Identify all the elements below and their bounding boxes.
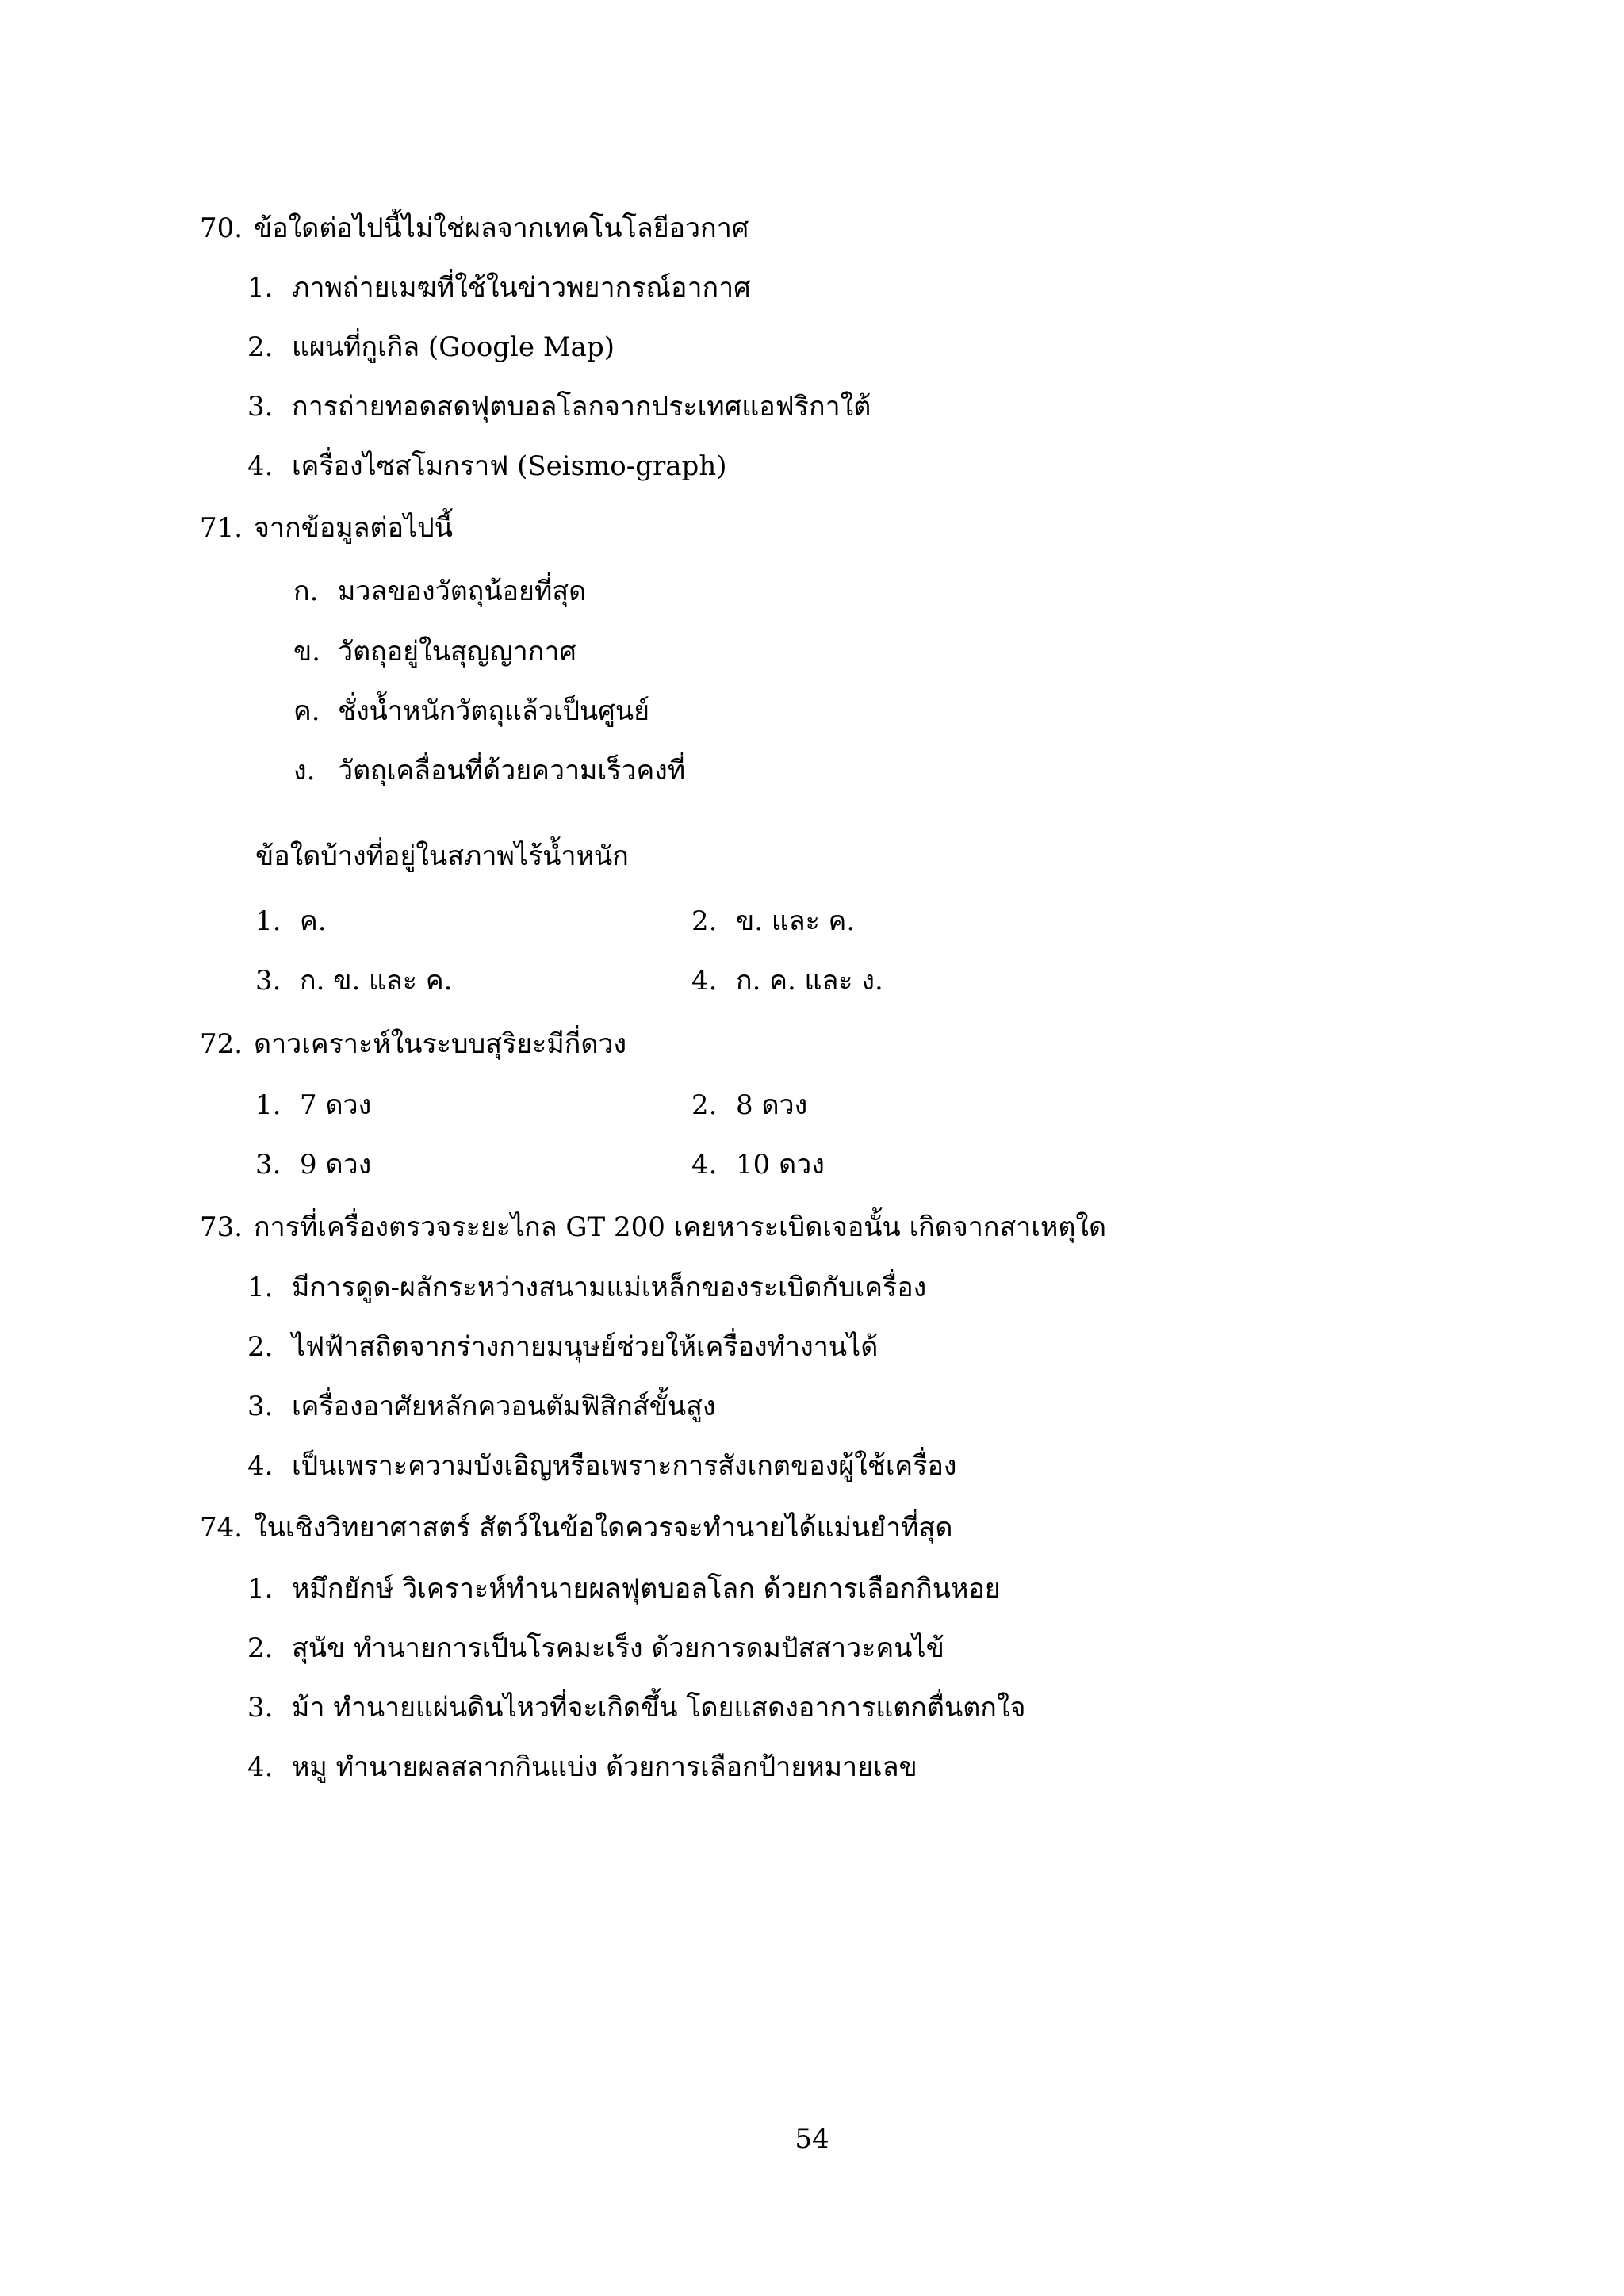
- option-number: 3.: [247, 1391, 274, 1422]
- option-text: ก. ค. และ ง.: [736, 965, 883, 997]
- option-text: เป็นเพราะความบังเอิญหรือเพราะการสังเกตของผู้ใช้เครื่อง: [292, 1450, 957, 1482]
- option-number: 3.: [247, 1692, 274, 1724]
- option-74-3: [247, 1690, 1025, 1725]
- option-text: ข. และ ค.: [736, 905, 856, 937]
- statement-number: ค.: [293, 695, 320, 727]
- option-text: ไฟฟ้าสถิตจากร่างกายมนุษย์ช่วยให้เครื่องทำงานได้: [292, 1331, 879, 1363]
- option-number: 3.: [247, 391, 274, 423]
- question-text: ดาวเคราะห์ในระบบสุริยะมีกี่ดวง: [254, 1028, 627, 1060]
- option-number: 1.: [255, 1089, 282, 1121]
- question-number: 71.: [200, 512, 243, 544]
- option-71-4: [691, 963, 883, 998]
- option-text: ก. ข. และ ค.: [300, 965, 453, 997]
- statement-text: มวลของวัตถุน้อยที่สุด: [338, 576, 587, 607]
- option-text: หมึกยักษ์ วิเคราะห์ทำนายผลฟุตบอลโลก ด้วยการเลือกกินหอย: [292, 1573, 1001, 1605]
- statement-number: ข.: [293, 636, 321, 668]
- option-number: 4.: [247, 450, 274, 482]
- option-number: 1.: [247, 1272, 274, 1303]
- option-text: สุนัข ทำนายการเป็นโรคมะเร็ง ด้วยการดมปัสสาวะคนไข้: [292, 1632, 944, 1664]
- option-text: เครื่องไซสโมกราฟ (Seismo-graph): [292, 450, 727, 482]
- option-text: ค.: [300, 905, 327, 937]
- option-74-1: [247, 1571, 1001, 1606]
- question-72: [200, 1027, 626, 1062]
- option-72-1: [255, 1088, 371, 1123]
- question-number: 70.: [200, 212, 243, 244]
- option-number: 1.: [255, 905, 282, 937]
- option-number: 2.: [691, 1089, 718, 1121]
- option-text: มีการดูด-ผลักระหว่างสนามแม่เหล็กของระเบิดกับเครื่อง: [292, 1272, 927, 1303]
- question-71: [200, 511, 453, 545]
- option-text: แผนที่กูเกิล (Google Map): [292, 331, 615, 363]
- option-73-2: [247, 1330, 878, 1364]
- statement-text: วัตถุเคลื่อนที่ด้วยความเร็วคงที่: [338, 755, 686, 786]
- option-number: 1.: [247, 1573, 274, 1605]
- statement-number: ก.: [293, 576, 319, 607]
- question-number: 74.: [200, 1512, 243, 1544]
- option-number: 3.: [255, 965, 282, 997]
- option-70-1: [247, 270, 751, 305]
- option-70-2: [247, 330, 615, 365]
- option-74-2: [247, 1631, 944, 1666]
- option-73-4: [247, 1448, 956, 1483]
- option-70-3: [247, 389, 871, 424]
- question-number: 72.: [200, 1028, 243, 1060]
- option-text: การถ่ายทอดสดฟุตบอลโลกจากประเทศแอฟริกาใต้: [292, 391, 871, 423]
- question-number: 73.: [200, 1211, 243, 1243]
- option-text: หมู ทำนายผลสลากกินแบ่ง ด้วยการเลือกป้ายหมายเลข: [292, 1751, 917, 1783]
- option-text: ภาพถ่ายเมฆที่ใช้ในข่าวพยากรณ์อากาศ: [292, 272, 751, 304]
- statement-text: ชั่งน้ำหนักวัตถุแล้วเป็นศูนย์: [338, 695, 650, 727]
- option-number: 2.: [247, 1331, 274, 1363]
- option-72-4: [691, 1147, 825, 1182]
- option-number: 4.: [247, 1450, 274, 1482]
- question-text: ในเชิงวิทยาศาสตร์ สัตว์ในข้อใดควรจะทำนายได้แม่นยำที่สุด: [254, 1512, 953, 1544]
- option-70-4: [247, 449, 726, 484]
- option-number: 1.: [247, 272, 274, 304]
- option-71-3: [255, 963, 452, 998]
- option-number: 3.: [255, 1149, 282, 1181]
- option-number: 4.: [691, 965, 718, 997]
- option-71-2: [691, 904, 855, 939]
- option-text: 10 ดวง: [736, 1149, 825, 1181]
- question-text: จากข้อมูลต่อไปนี้: [254, 512, 453, 544]
- option-73-3: [247, 1389, 716, 1424]
- statement-71-a: [293, 574, 586, 609]
- option-text: ม้า ทำนายแผ่นดินไหวที่จะเกิดขึ้น โดยแสดงอาการแตกตื่นตกใจ: [292, 1692, 1026, 1724]
- option-74-4: [247, 1750, 917, 1785]
- question-73: [200, 1210, 1106, 1245]
- option-number: 4.: [691, 1149, 718, 1181]
- option-number: 2.: [247, 1632, 274, 1664]
- page-number: 54: [795, 2123, 829, 2155]
- option-number: 2.: [247, 331, 274, 363]
- option-71-1: [255, 904, 327, 939]
- question-text: การที่เครื่องตรวจระยะไกล GT 200 เคยหาระเบิดเจอนั้น เกิดจากสาเหตุใด: [254, 1211, 1107, 1243]
- option-72-3: [255, 1147, 371, 1182]
- statement-71-d: [293, 753, 685, 788]
- statement-text: วัตถุอยู่ในสุญญากาศ: [338, 636, 576, 668]
- option-number: 4.: [247, 1751, 274, 1783]
- statement-71-b: [293, 634, 576, 669]
- option-text: 9 ดวง: [300, 1149, 372, 1181]
- question-text: ข้อใดต่อไปนี้ไม่ใช่ผลจากเทคโนโลยีอวกาศ: [254, 212, 749, 244]
- option-text: เครื่องอาศัยหลักควอนตัมฟิสิกส์ขั้นสูง: [292, 1391, 716, 1422]
- question-71-prompt: ข้อใดบ้างที่อยู่ในสภาพไร้น้ำหนัก: [255, 840, 629, 872]
- question-74: [200, 1510, 952, 1545]
- option-73-1: [247, 1270, 926, 1305]
- option-72-2: [691, 1088, 807, 1123]
- option-number: 2.: [691, 905, 718, 937]
- question-70: [200, 211, 749, 246]
- option-text: 7 ดวง: [300, 1089, 372, 1121]
- option-text: 8 ดวง: [736, 1089, 808, 1121]
- statement-number: ง.: [293, 755, 316, 786]
- statement-71-c: [293, 694, 649, 729]
